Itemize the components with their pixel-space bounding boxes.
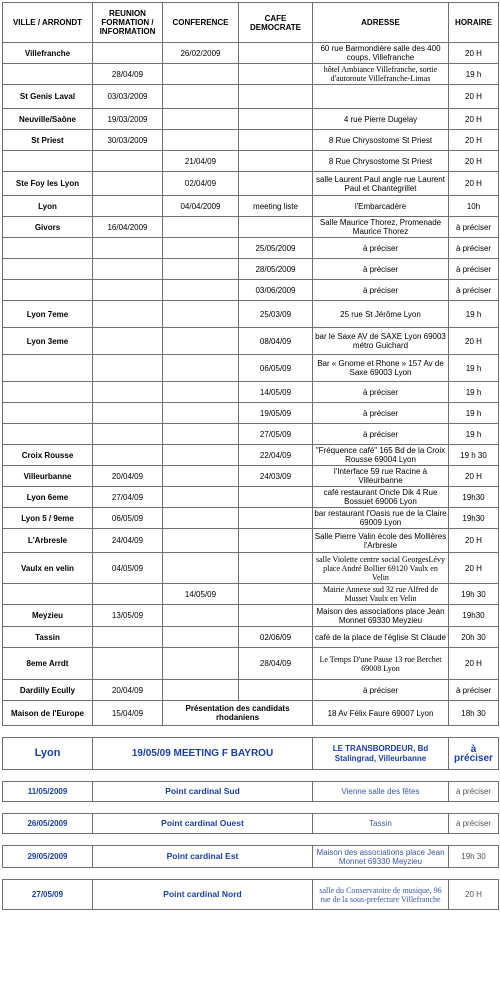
cell-reunion: 16/04/2009 [93,217,163,238]
cell-cafe: 03/06/2009 [239,280,313,301]
cell-reunion [93,627,163,648]
header-conference: CONFERENCE [163,3,239,43]
cell-conference: 04/04/2009 [163,196,239,217]
cell-hour: 20 H [449,466,499,487]
cell-hour: 20 H [449,648,499,680]
cell-city: Lyon 7eme [3,301,93,328]
cell-hour: 19h30 [449,487,499,508]
cell-city: Maison de l'Europe [3,701,93,726]
point-date: 27/05/09 [3,880,93,910]
cell-hour: 19 h [449,301,499,328]
cell-reunion: 15/04/09 [93,701,163,726]
header-reunion: REUNION FORMATION / INFORMATION [93,3,163,43]
cell-city: Neuville/Saône [3,109,93,130]
cell-hour: à préciser [449,680,499,701]
cell-cafe [239,487,313,508]
cell-address: bar restaurant l'Oasis rue de la Claire 69009 Lyon [314,509,447,527]
table-row [3,487,499,508]
cell-address: à préciser [313,259,449,280]
point-hour: 20 H [449,880,499,910]
cell-conference [163,85,239,109]
table-body [3,43,499,726]
schedule-table [2,2,499,910]
cell-conference [163,627,239,648]
meeting-row [3,738,499,770]
cell-city [3,382,93,403]
cell-city: Lyon 3eme [3,328,93,355]
cell-conference [163,301,239,328]
cell-cafe: 24/03/09 [239,466,313,487]
cell-cafe [239,64,313,85]
cell-hour: 19 h [449,382,499,403]
cell-conference [163,553,239,584]
table-row [3,701,499,726]
cell-cafe: 14/05/09 [239,382,313,403]
cardinal-point-row [3,846,499,868]
cell-cafe [239,217,313,238]
cell-reunion: 24/04/09 [93,529,163,553]
cell-address: l'Interface 59 rue Racine à Villeurbanne [313,466,449,487]
cell-conference [163,648,239,680]
cell-address: à préciser [313,680,449,701]
cell-hour: 20 H [449,85,499,109]
cell-hour: 19 h [449,64,499,85]
table-row [3,508,499,529]
cell-conference: 26/02/2009 [163,43,239,64]
cell-conference [163,328,239,355]
cell-cafe [239,680,313,701]
cell-city: St Priest [3,130,93,151]
point-address: Vienne salle des fêtes [313,782,449,802]
cell-reunion: 27/04/09 [93,487,163,508]
cell-reunion: 20/04/09 [93,680,163,701]
cell-conference: 21/04/09 [163,151,239,172]
cell-reunion: 30/03/2009 [93,130,163,151]
cell-city: St Genis Laval [3,85,93,109]
cell-cafe: 06/05/09 [239,355,313,382]
cell-address: à préciser [313,382,449,403]
cell-hour: 20 H [449,130,499,151]
cardinal-point-row [3,880,499,910]
table-row [3,680,499,701]
table-row [3,151,499,172]
cell-conference [163,355,239,382]
cell-address: Le Temps D'une Pause 13 rue Berchet 69008 Lyon [313,648,449,680]
cell-hour: à préciser [449,238,499,259]
table-row [3,553,499,584]
point-address: salle du Conservatoire de musique, 96 rue de la sous-prefecture Villefranche [313,880,449,910]
point-address: Tassin [313,814,449,834]
cell-hour: 19 h [449,424,499,445]
cell-hour: 19h30 [449,605,499,627]
cell-city [3,424,93,445]
cell-cafe: 08/04/09 [239,328,313,355]
point-hour: à préciser [449,814,499,834]
cell-cafe: 28/05/2009 [239,259,313,280]
cell-city [3,280,93,301]
cell-city: Tassin [3,627,93,648]
meeting-address: LE TRANSBORDEUR, Bd Stalingrad, Villeurbanne [313,738,449,770]
cell-reunion [93,151,163,172]
meeting-event: 19/05/09 MEETING F BAYROU [93,738,313,770]
table-row [3,217,499,238]
cell-address: Maison des associations place Jean Monnet 69330 Meyzieu [313,605,449,627]
cell-hour: 20 H [449,151,499,172]
cell-address: l'Embarcadère [313,196,449,217]
cell-conference [163,508,239,529]
table-row [3,301,499,328]
cell-reunion [93,424,163,445]
cell-reunion [93,280,163,301]
cell-conference [163,466,239,487]
table-row [3,238,499,259]
cell-address: 4 rue Pierre Dugelay [313,109,449,130]
cell-conference: 14/05/09 [163,584,239,605]
table-row [3,584,499,605]
cell-address: salle Violette centre social GeorgesLévy place André Bollier 69120 Vaulx en Velin [313,553,449,584]
cell-hour: à préciser [449,259,499,280]
table-row [3,627,499,648]
cell-conference [163,424,239,445]
cell-reunion [93,382,163,403]
point-name: Point cardinal Ouest [93,814,313,834]
cell-reunion: 20/04/09 [93,466,163,487]
cell-city: Ste Foy les Lyon [3,172,93,196]
cell-reunion [93,584,163,605]
cell-hour: 20 H [449,109,499,130]
table-row [3,172,499,196]
cardinal-point-row [3,814,499,834]
cell-city: Dardilly Ecully [3,680,93,701]
cell-city [3,64,93,85]
table-row [3,355,499,382]
meeting-city: Lyon [3,738,93,770]
cell-city [3,151,93,172]
table-row [3,43,499,64]
cell-address: à préciser [313,238,449,259]
cell-city [3,259,93,280]
cell-conference [163,529,239,553]
cell-reunion [93,328,163,355]
cell-city: Meyzieu [3,605,93,627]
cell-address: 8 Rue Chrysostome St Priest [313,151,449,172]
cell-cafe [239,85,313,109]
cell-cafe: 19/05/09 [239,403,313,424]
cell-address: Salle Pierre Valin école des Mollières l'Arbresle [313,529,449,553]
cell-hour: 20 H [449,328,499,355]
table-header [3,3,499,43]
cell-hour: 18h 30 [449,701,499,726]
point-name: Point cardinal Nord [93,880,313,910]
cell-address: à préciser [313,280,449,301]
table-row [3,466,499,487]
cell-reunion [93,403,163,424]
cell-hour: 20h 30 [449,627,499,648]
cell-address: à préciser [313,424,449,445]
cell-cafe: 28/04/09 [239,648,313,680]
table-row [3,424,499,445]
cell-city: Vaulx en velin [3,553,93,584]
cell-city [3,584,93,605]
table-row [3,280,499,301]
cell-cafe [239,43,313,64]
table-row [3,605,499,627]
cell-reunion: 13/05/09 [93,605,163,627]
cell-cafe [239,529,313,553]
cell-city: L'Arbresle [3,529,93,553]
table-row [3,529,499,553]
cell-city: Villeurbanne [3,466,93,487]
point-date: 29/05/2009 [3,846,93,868]
spacer-row [3,868,499,880]
cell-cafe: 25/05/2009 [239,238,313,259]
cell-hour: 10h [449,196,499,217]
cell-hour: 19h 30 [449,584,499,605]
point-date: 26/05/2009 [3,814,93,834]
cell-cafe [239,172,313,196]
cell-conference [163,403,239,424]
table-row [3,328,499,355]
point-name: Point cardinal Sud [93,782,313,802]
cell-address: café restaurant Oncle Dik 4 Rue Bossuet 69006 Lyon [313,487,449,508]
cell-address: salle Laurent Paul angle rue Laurent Paul et Chantegrillet [313,172,449,196]
cell-conference [163,605,239,627]
cell-address: Salle Maurice Thorez, Promenade Maurice Thorez [313,217,449,238]
cell-reunion [93,196,163,217]
cell-reunion [93,43,163,64]
table-row [3,403,499,424]
cell-conference [163,217,239,238]
header-adresse: ADRESSE [313,3,449,43]
meeting-hour: à préciser [449,738,499,770]
spacer-row [3,834,499,846]
cell-cafe [239,130,313,151]
cell-city: Lyon 6eme [3,487,93,508]
cell-address: 60 rue Barmondière salle des 400 coups, Villefranche [313,43,449,64]
cell-hour: 19 h 30 [449,445,499,466]
cell-conference [163,680,239,701]
point-hour: 19h 30 [449,846,499,868]
cell-reunion: 04/05/09 [93,553,163,584]
cell-address: bar le Saxe AV de SAXE Lyon 69003 métro Guichard [313,328,449,355]
cell-hour: à préciser [449,217,499,238]
cell-conference [163,130,239,151]
cell-hour: 19 h [449,403,499,424]
table-row [3,259,499,280]
spacer-row [3,726,499,738]
cell-address: 25 rue St Jérôme Lyon [313,301,449,328]
cell-conference [163,487,239,508]
cell-reunion [93,648,163,680]
special-section [3,726,499,770]
cell-reunion [93,355,163,382]
point-name: Point cardinal Est [93,846,313,868]
cell-reunion [93,172,163,196]
table-row [3,130,499,151]
cell-cafe: 27/05/09 [239,424,313,445]
cell-hour: 20 H [449,553,499,584]
cell-address: café de la place de l'église St Claude [313,627,449,648]
cell-conference [163,238,239,259]
cell-city: Croix Rousse [3,445,93,466]
cell-address: 18 Av Félix Faure 69007 Lyon [313,701,449,726]
cell-cafe [239,605,313,627]
cell-cafe: 02/06/09 [239,627,313,648]
cell-city: Villefranche [3,43,93,64]
cell-hour: 20 H [449,43,499,64]
point-hour: à préciser [449,782,499,802]
cardinal-point-row [3,782,499,802]
cell-address [313,85,449,109]
cell-conference [163,445,239,466]
cell-conference [163,280,239,301]
cell-city: Lyon 5 / 9eme [3,508,93,529]
cell-cafe: 22/04/09 [239,445,313,466]
cell-conference [163,109,239,130]
cell-conference: Présentation des candidats rhodaniens [163,701,313,726]
spacer-row [3,770,499,782]
cell-city [3,403,93,424]
spacer-row [3,802,499,814]
cell-cafe: 25/03/09 [239,301,313,328]
cell-hour: 20 H [449,529,499,553]
cardinal-points [3,770,499,910]
cell-cafe [239,584,313,605]
table-row [3,648,499,680]
cell-address: 8 Rue Chrysostome St Priest [313,130,449,151]
table-row [3,382,499,403]
cell-address: "Fréquence café" 165 Bd de la Croix Rousse 69004 Lyon [313,445,449,466]
cell-reunion [93,238,163,259]
header-ville: VILLE / ARRONDT [3,3,93,43]
cell-conference [163,382,239,403]
table-row [3,196,499,217]
header-cafe: CAFE DEMOCRATE [239,3,313,43]
cell-hour: 19 h [449,355,499,382]
table-row [3,109,499,130]
cell-city: Lyon [3,196,93,217]
cell-address: Bar « Gnome et Rhone » 157 Av de Saxe 69003 Lyon [313,355,449,382]
cell-reunion [93,259,163,280]
cell-cafe [239,151,313,172]
point-date: 11/05/2009 [3,782,93,802]
table-row [3,64,499,85]
cell-address: hôtel Ambiance Villefranche, sortie d'autoroute Villefranche-Limas [313,64,449,85]
cell-reunion [93,445,163,466]
cell-reunion: 28/04/09 [93,64,163,85]
cell-reunion [93,301,163,328]
table-row [3,85,499,109]
cell-address: Mairie Annexe sud 32 rue Alfred de Musset Vaulx en Velin [313,584,449,605]
cell-conference: 02/04/09 [163,172,239,196]
cell-city: 8eme Arrdt [3,648,93,680]
cell-cafe [239,553,313,584]
cell-reunion: 03/03/2009 [93,85,163,109]
cell-hour: à préciser [449,280,499,301]
cell-reunion: 06/05/09 [93,508,163,529]
cell-conference [163,259,239,280]
cell-city [3,355,93,382]
cell-cafe [239,508,313,529]
cell-hour: 20 H [449,172,499,196]
cell-cafe: meeting liste [239,196,313,217]
cell-city [3,238,93,259]
cell-cafe [239,109,313,130]
point-address: Maison des associations place Jean Monnet 69330 Meyzieu [313,846,449,868]
cell-address: à préciser [313,403,449,424]
cell-conference [163,64,239,85]
cell-reunion: 19/03/2009 [93,109,163,130]
cell-city: Givors [3,217,93,238]
cell-hour: 19h30 [449,508,499,529]
header-horaire: HORAIRE [449,3,499,43]
table-row [3,445,499,466]
